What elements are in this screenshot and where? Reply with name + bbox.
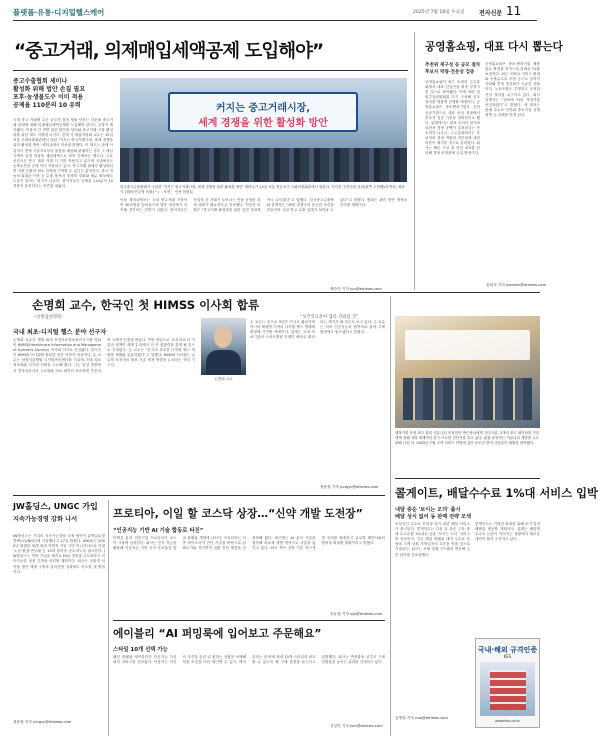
ad-title: 국내·해외 규격인증: [477, 646, 538, 654]
story1-photo: [120, 78, 407, 182]
page-header: [0, 0, 550, 22]
photo-audience: [403, 378, 532, 420]
story1-caption: 한국중고수출협회가 주관한 '커지는 중고거래시장, 세계 경쟁을 위한 활성화 방안' 세미나가 15일 서울 영등포구 국회의원회관에서 열렸다. 이인선 국민의힘 의원(왼쪽 두번째)과 박동, 최용식 더불어민주당 의원(···) 〈사진〉 인선 의원실: [120, 185, 405, 194]
story2-byline: 윤희석 기자 pioneer@etnews.com: [486, 283, 547, 287]
story1-subhead: 포후·농생물도수 이미 적용: [13, 94, 84, 101]
section-rule: [113, 620, 385, 621]
story3-subhead: 국내 최초·디지털 헬스 분야 선구자: [13, 329, 107, 336]
photo-stage: [405, 330, 530, 360]
portrait-face: [214, 326, 232, 348]
story7-headline: 에이블리 “AI 퍼밍룩에 입어보고 주문해요”: [113, 627, 322, 640]
header-rule: [13, 20, 537, 21]
ad-org: KES: [503, 654, 512, 659]
photo-banner: [168, 92, 358, 132]
story4-headline: 콜게이트, 배달수수료 1%대 서비스 입박: [395, 487, 598, 500]
story4-subhead-b: 배달 성식 없어 동 판매 전략 모색: [395, 514, 471, 520]
story3-subtitle: 〈상원삼성병원〉: [32, 315, 66, 320]
story4-body: 소상공인 수수료 부담을 덜기 위한 배달 서비스가 출시된다. 콜게이트는 다음 달 중순 주문 중개 수수료를 1%대로 낮춘 ‘보이는 오더’ 서비스를 선보인다. 기존 배달 플랫폼 대비 수수료 부담을 크게 낮춰 자영업자의 호응을 얻을 것으로 기대된다. 회사는 자체 결제 시스템과 연동해 주문 관리를 간소화했다.: [395, 522, 470, 557]
ad-image-stack: [490, 670, 526, 710]
story6-body: 단백질 분석 전문기업 프로티아가 코스닥 시장에 상장한다. 회사는 공모 자금을 활용해 인공지능 기반 신약 후보물질 발굴 플랫폼 개발에 나선다. 프로티아는 다중 바이오마커 진단 기술을 바탕으로 알레르기와 자가면역 질환 진단 제품을 상용화해 왔다. 최근에는 AI 분석 기술을 접목해 치료제 개발 영역으로 사업을 넓히고 있다. 회사 측은 상장 이후 연구개발 인력을 확충하고 글로벌 제약사와의 협력을 확대할 계획이라고 밝혔다.: [113, 536, 385, 551]
section-name: 플랫폼·유통·디지털헬스케어: [13, 8, 105, 17]
story6-headline: 프로티아, 이일 할 코스닥 상장…“신약 개발 도전장”: [113, 507, 363, 520]
story2-subhead: 추천위 재구성 등 공모 절차: [425, 63, 481, 68]
story5-subhead: 지속가능경영 강화 나서: [13, 516, 78, 523]
issue-date: 2025년 7월 18일 수요일: [413, 10, 465, 15]
paper-name: 전자신문: [479, 10, 503, 17]
section-rule: [395, 478, 540, 479]
story4-caption: 행복카를 운영 최고 관록 커뮤니티 송창현이 박근영님에게 구더사업 고객의 전고 데이터를 기술에게 전해 지며 세계적인 한국 프로를 진단자를 하고 있다. 판을 운영하는 커뮤니티 개발를 고도화해 나선 다. 2025년 7월 고객 서비스 미팅에 있어 공모전 한미 사업들이 매월를 참여했다.: [395, 431, 540, 445]
story4-subhead-a: 내달 중순 '보이는 오더' 출시: [395, 507, 461, 513]
story2-body-cont: 공영홈쇼핑은 중소·벤처기업 제품 판로 확대를 목적으로 설립된 TV홈쇼핑이다. 최근 모바일 커머스 확대와 송출수수료 부담 등으로 실적이 악화돼 경영 정상화가 시급한 상황이다. 노동조합은 투명하고 공정한 선임 절차를 요구하고 있다. 회사 관계자는 “절차에 따라 적임자를 선임하겠다”고 밝혔다. 새 대표는 판매 수수료 인하와 중소기업 상생 정책 등 과제를 안게 된다.: [485, 62, 540, 117]
story1-body-cont: 이날 세미나에서는 국내 중고거래 시장이 연 30조원을 넘어섰으며 향후 성장세가 지속될 것이라는 전망이 나왔다. 참석자들은 사업자 간 거래가 늘어나는 만큼 공정한 과세 체계가 필요하다고 강조했다. 이인선 의원은 “중고거래 활성화를 위한 입법 지원에 적극 나서겠다”고 말했다. 한국중고수출협회 관계자는 “해외 경쟁국과 동등한 조건을 만들어야 국내 중고 수출 업계가 살아날 수 있다”고 밝혔다. 협회는 관련 법안 개정을 건의할 계획이다.: [120, 198, 407, 213]
story4-byline: 김명희 기자 noa@etnews.com: [395, 716, 448, 720]
ad-box: [475, 638, 540, 728]
story7-byline: 김성민 기자 jsm@etnews.com: [330, 724, 383, 728]
story2-subheads: [425, 62, 485, 76]
story1-subheads: [13, 78, 113, 110]
story3-right-note: “보건의료분야 협력 강화할 것”: [300, 315, 359, 320]
page-number: 11: [506, 4, 522, 18]
story5-body: JW홀딩스는 기업의 지속가능경영 국제 협약인 유엔글로벌콤팩트(UNGC)에 가입했다고 17일 밝혔다. UNGC는 2000년 출범한 세계 최대 자발적 기업 시민 이니셔티브로 인권·노동·환경·반부패 등 10대 원칙을 준수하도록 권고한다. JW홀딩스는 이번 가입을 계기로 ESG 경영을 고도화하고 지속가능한 성장 기반을 마련할 계획이다. 회사는 친환경 의약품 생산 체계 구축과 윤리경영 강화에도 속도를 낼 방침이다.: [13, 534, 105, 574]
story1-body: 국내 중고 거래량 수준 규모가 점점 세를 단자는 가운데 중고거래 판매에 대해 의제매입세액공제를 도입해야 한다는 주장이 제기됐다. 이용자 간 반면 관련 법안을 넘어와 중고거래 시장 활성화를 위한 제도 지원에 나선다. 현재 시 세율지원회 교수는 15일 서울 국회의원회관에서 열린 ‘커지는 중고거래시장, 세계 경쟁을 위한 활성화 방안’ 세미나에서 이처럼 밝혔다. 이 제도는 과세 사업자가 면세 사업자로부터 물품을 매입해 판매하는 경우 그 매입가액의 일정 비율을 매입세액으로 보아 공제하는 제도다. 주요 선진국은 중고 재화 거래 시 이를 적용하고 있으며 국내에서도 농축수산물 등에 이미 적용되고 있다. 중고거래 판매가 활성화되면 자원 순환과 탄소 감축에 기여할 수 있다는 분석이다. 중고 자동차·휴대폰·가전 등 수출 품목의 경쟁력 강화와 세수 확보에도 도움이 된다는 평가가 나온다. 참석자들은 공제율 110분의 10 적용이 유력하다는 의견을 내놨다.: [13, 118, 113, 189]
story6-subhead: “인공지능 기반 AI 기술 합동로 타진”: [113, 528, 204, 534]
ad-image: [480, 662, 535, 716]
story2-headline: 공영홈쇼핑, 대표 다시 뽑는다: [425, 41, 563, 53]
section-rule: [13, 495, 385, 496]
story1-headline: “중고거래, 의제매입세액공제 도입해야”: [14, 41, 324, 62]
story3-byline: 정용철 기자 jungyc@etnews.com: [320, 485, 379, 489]
story3-portrait: [201, 318, 246, 375]
story1-rule: [13, 70, 408, 71]
story7-body: 패션 플랫폼 에이블리가 인공지능 가상 피팅 서비스를 선보였다. 이용자는 자신의 사진을 올린 뒤 원하는 상품을 선택해 착용 모습을 미리 확인할 수 있다. 에이블리는 한 번에 최대 10개 스타일을 비교할 수 있도록 해 구매 결정을 돕는다고 설명했다. 회사는 반품률을 낮추고 구매 전환율을 높이는 효과를 기대하고 있다.: [113, 655, 385, 665]
portrait-suit: [206, 350, 241, 375]
column-divider: [390, 296, 391, 736]
column-divider: [108, 500, 109, 736]
story7-subhead: 스타일 10개 선택 가능: [113, 647, 168, 653]
story1-subhead: 중고수출협회 세미나: [13, 78, 68, 85]
story3-photo-caption: 손명희 교수: [214, 377, 233, 381]
ad-url: www.kes.co.kr: [495, 719, 520, 723]
story3-body: 손명희 교수가 세계 최대 보건의료정보관리시스템 학회인 HIMSS(Healthcare Information and Management Systems Society) 이사회 이사로 선임됐다. 한국인이 HIMSS 이사회에 합류한 것은 이번이 처음이다. 손 교수는 삼성서울병원 디지털혁신센터를 이끌며 국내 의료 정보화와 디지털 전환을 주도해 왔다. 그는 임상 현장에서 전자의무기록 고도화와 의료 데이터 표준화를 추진하며 국제적 인정을 받았다. 이번 선임으로 국내 의료 IT 기술과 정책이 세계 무대에서 더 큰 영향력을 갖게 될 것으로 기대된다. 손 교수는 “한국의 우수한 디지털 헬스 역량을 세계와 공유하겠다”고 말했다. HIMSS 이사회는 글로벌 보건의료 정보 기술 정책 방향을 논의하는 핵심 기구다.: [13, 338, 195, 373]
photo-crowd: [120, 148, 407, 182]
story2-body: 공영홈쇼핑이 최근 소집한 주주총회에서 대표 선임안을 최종 부결시킨 것으로 파악됐다. 이에 따라 임원추천위원회를 다시 구성해 공모 절차를 새롭게 진행할 예정이다. 공영홈쇼핑은 중소벤처기업부 산하 공공기관으로 대표 선임 과정에서 후보자 검증 기준을 강화하기로 했다. 업계에서는 대표 공석이 장기화되면서 경영 공백이 우려된다는 목소리가 나온다. 주주총회에서는 후보자의 경영 역량과 전문성에 대한 의문이 제기된 것으로 알려졌다. 회사는 빠른 시일 내 신임 대표를 선임해 경영 안정화에 나설 방침이다.: [425, 80, 480, 156]
story2-subhead: 후보자 역량·전문성 검증: [425, 70, 475, 75]
story5-headline: JW홀딩스, UNGC 가입: [13, 502, 98, 511]
photo-banner-line1: 커지는 중고거래시장,: [215, 103, 311, 114]
story5-byline: 정용철 기자 jungyc@etnews.com: [13, 720, 72, 724]
story1-subhead: 활성화 위해 법안 손질 필요: [13, 86, 86, 93]
section-rule: [13, 292, 540, 293]
story1-byline: 백승민 기자 jun@etnews.com: [330, 287, 382, 291]
story3-headline: 손명희 교수, 한국인 첫 HIMSS 이사회 합류: [32, 298, 260, 312]
photo-banner-line2: 세계 경쟁을 위한 활성화 방안: [198, 118, 328, 129]
story3-body-cont: 손 교수는 앞으로 3년간 이사로 활동하며 아시아 태평양 지역의 디지털 헬스 생태계 확장에 기여할 예정이다. 업계는 국내 의료기관의 스마트병원 모델이 해외로 확산되는 계기가 될 것으로 보고 있다. 손 교수는 의료 인공지능과 원격의료 분야 국제 협력에도 힘쓰겠다고 밝혔다.: [250, 320, 385, 340]
story6-byline: 송윤섭 기자 sys@etnews.com: [330, 612, 383, 616]
story1-subhead: 공제율 110분의 10 유력: [13, 102, 81, 109]
story4-body-cont: 콜게이트는 가맹점 확대를 위해 초기 입점 혜택을 제공할 계획이다. 업계는 배달앱 수수료 논란이 이어지는 상황에서 새로운 대안이 될지 주목하고 있다.: [475, 522, 540, 542]
story4-photo: [395, 316, 540, 428]
column-divider: [414, 32, 415, 290]
